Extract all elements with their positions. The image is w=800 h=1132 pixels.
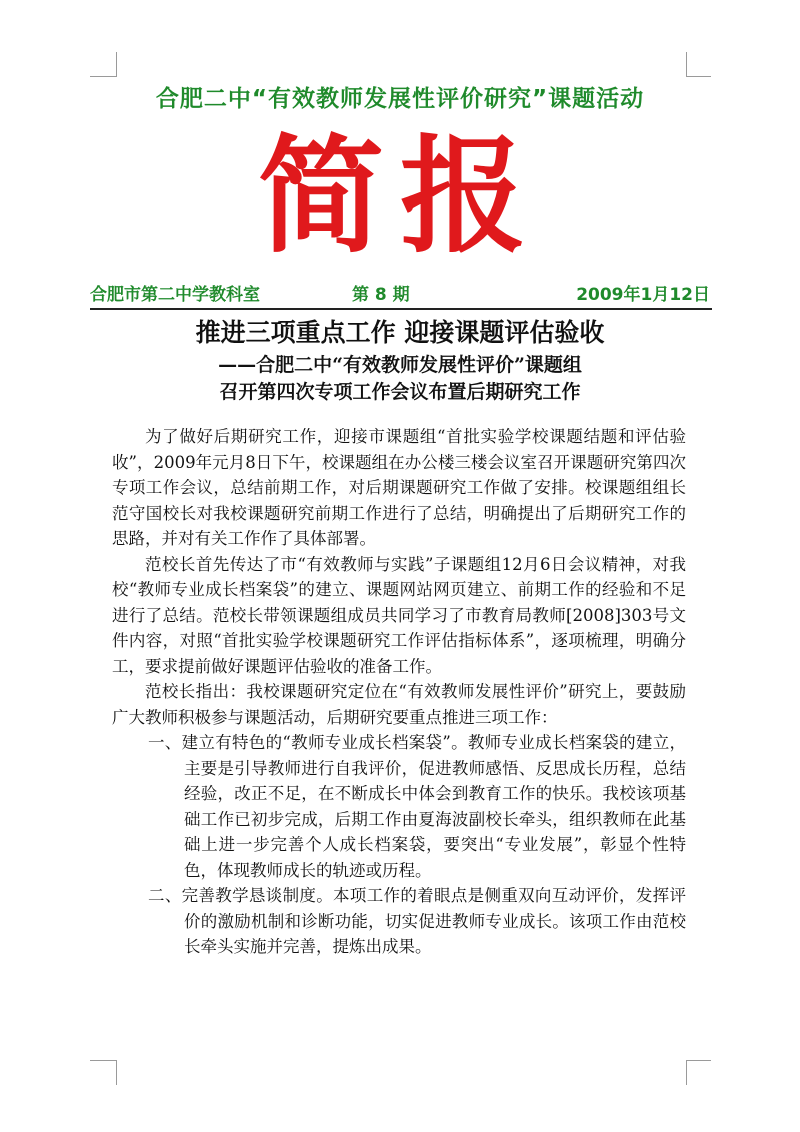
list-item: 一、建立有特色的“教师专业成长档案袋”。教师专业成长档案袋的建立，主要是引导教师进行自我评价，促进教师感悟、反思成长历程，总结经验，改正不足，在不断成长中体会到教育工作的快乐。我校该项基础工作已初步完成，后期工作由夏海波副校长牵头，组织教师在此基础上进一步完善个人成长档案袋，要突出“专业发展”，彰显个性特色，体现教师成长的轨迹或历程。 [148,733,686,880]
newsletter-series-title: 合肥二中“有效教师发展性评价研究”课题活动 [155,86,645,112]
article-subtitle [0,352,800,406]
crop-mark-bottom-left [90,1060,117,1085]
masthead-title: 简报 [258,123,542,270]
crop-mark-bottom-right [686,1060,711,1085]
article-body [112,424,686,960]
article-headline: 推进三项重点工作 迎接课题评估验收 [195,318,605,347]
paragraph: 范校长指出：我校课题研究定位在“有效教师发展性评价”研究上，要鼓励广大教师积极参与课题活动，后期研究要重点推进三项工作： [112,682,686,727]
subtitle-line-1: ——合肥二中“有效教师发展性评价”课题组 [218,354,582,376]
issue-info-row [90,280,710,306]
subtitle-line-2: 召开第四次专项工作会议布置后期研究工作 [219,381,581,403]
paragraph: 范校长首先传达了市“有效教师与实践”子课题组12月6日会议精神，对我校“教师专业成长档案袋”的建立、课题网站网页建立、前期工作的经验和不足进行了总结。范校长带领课题组成员共同学习了市教育局教师[2008]303号文件内容，对照“首批实验学校课题研究工作评估指标体系”，逐项梳理，明确分工，要求提前做好课题评估验收的准备工作。 [112,554,686,676]
issue-number: 第 8 期 [352,285,410,305]
list-item: 二、完善教学恳谈制度。本项工作的着眼点是侧重双向互动评价，发挥评价的激励机制和诊断功能，切实促进教师专业成长。该项工作由范校长牵头实施并完善，提炼出成果。 [148,886,686,956]
publisher-office: 合肥市第二中学教科室 [90,285,260,305]
crop-mark-top-right [686,52,711,77]
paragraph: 为了做好后期研究工作，迎接市课题组“首批实验学校课题结题和评估验收”，2009年元月8日下午，校课题组在办公楼三楼会议室召开课题研究第四次专项工作会议，总结前期工作，对后期课题研究工作做了安排。校课题组组长范守国校长对我校课题研究前期工作进行了总结，明确提出了后期研究工作的思路，并对有关工作作了具体部署。 [112,427,686,548]
header-divider [90,308,712,310]
crop-mark-top-left [90,52,117,77]
issue-date: 2009年1月12日 [576,285,710,305]
